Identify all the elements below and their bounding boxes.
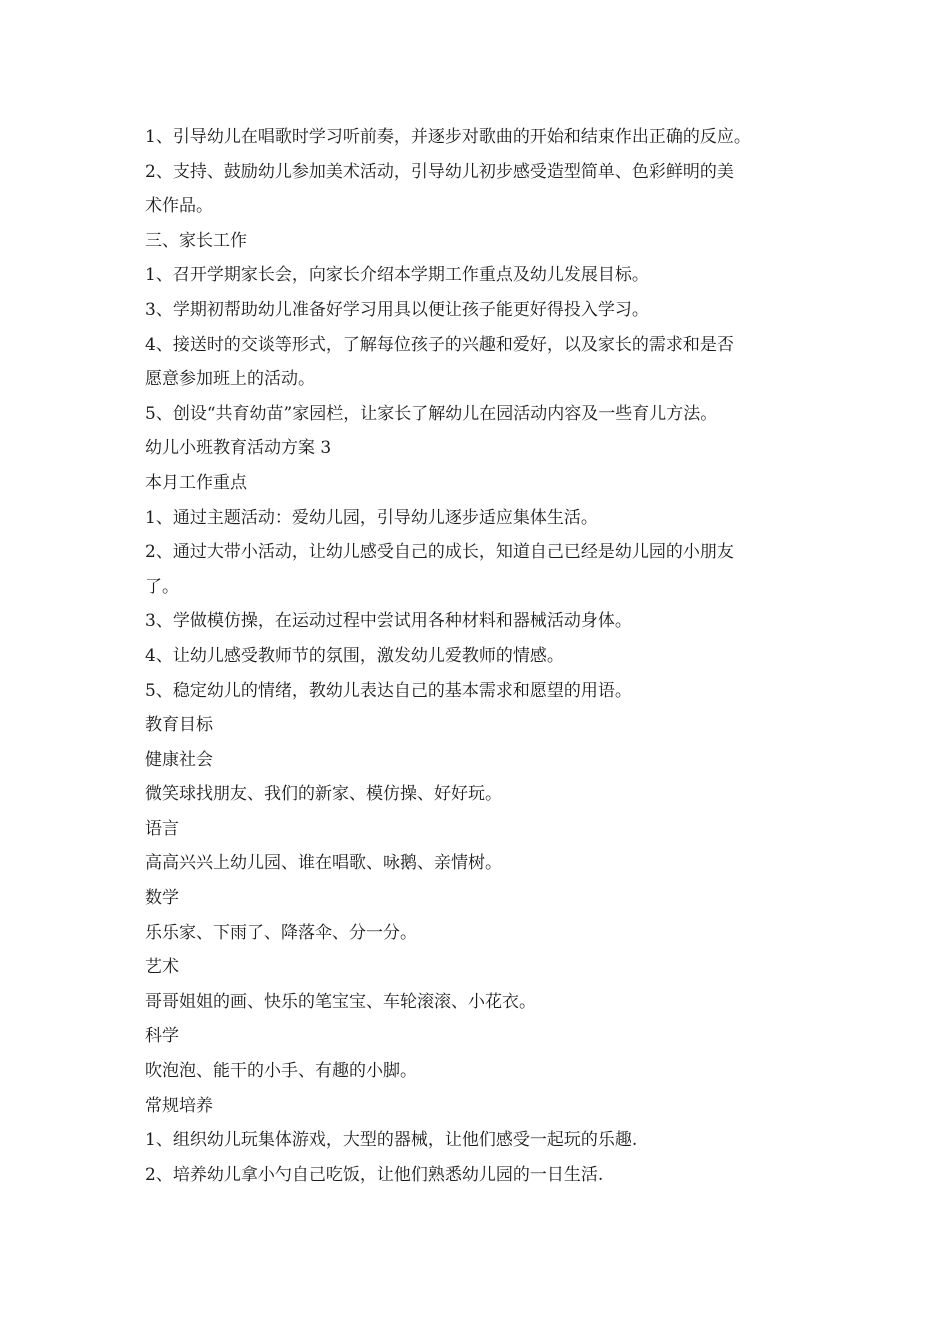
text-line: 5、创设“共育幼苗”家园栏，让家长了解幼儿在园活动内容及一些育儿方法。 <box>145 403 718 424</box>
document-body <box>145 120 815 1192</box>
subject-heading: 艺术 <box>145 957 179 978</box>
text-line: 1、召开学期家长会，向家长介绍本学期工作重点及幼儿发展目标。 <box>145 265 649 286</box>
document-title: 幼儿小班教育活动方案 3 <box>145 438 332 459</box>
text-line: 2、支持、鼓励幼儿参加美术活动，引导幼儿初步感受造型简单、色彩鲜明的美 <box>145 161 734 182</box>
text-line: 1、引导幼儿在唱歌时学习听前奏，并逐步对歌曲的开始和结束作出正确的反应。 <box>145 127 751 147</box>
subject-heading: 语言 <box>145 818 179 839</box>
text-line: 4、接送时的交谈等形式，了解每位孩子的兴趣和爱好，以及家长的需求和是否 <box>145 334 734 355</box>
section-heading: 三、家长工作 <box>145 230 247 251</box>
text-line: 哥哥姐姐的画、快乐的笔宝宝、车轮滚滚、小花衣。 <box>145 991 536 1012</box>
text-line: 微笑球找朋友、我们的新家、模仿操、好好玩。 <box>145 784 502 805</box>
section-heading: 教育目标 <box>145 715 213 736</box>
text-line: 吹泡泡、能干的小手、有趣的小脚。 <box>145 1061 417 1082</box>
text-line: 1、通过主题活动：爱幼儿园，引导幼儿逐步适应集体生活。 <box>145 507 598 528</box>
text-line: 5、稳定幼儿的情绪，教幼儿表达自己的基本需求和愿望的用语。 <box>145 680 632 701</box>
text-line: 3、学做模仿操，在运动过程中尝试用各种材料和器械活动身体。 <box>145 611 632 632</box>
subject-heading: 数学 <box>145 888 179 909</box>
subject-heading: 健康社会 <box>145 749 213 770</box>
text-line: 术作品。 <box>145 196 213 217</box>
text-line: 1、组织幼儿玩集体游戏，大型的器械，让他们感受一起玩的乐趣. <box>145 1130 638 1151</box>
subject-heading: 科学 <box>145 1026 179 1047</box>
text-line: 乐乐家、下雨了、降落伞、分一分。 <box>145 922 417 943</box>
text-line: 愿意参加班上的活动。 <box>145 369 315 390</box>
text-line: 2、通过大带小活动，让幼儿感受自己的成长，知道自己已经是幼儿园的小朋友 <box>145 542 734 563</box>
text-line: 了。 <box>145 576 179 597</box>
text-line: 2、培养幼儿拿小勺自己吃饭，让他们熟悉幼儿园的一日生活. <box>145 1164 604 1185</box>
text-line: 4、让幼儿感受教师节的氛围，激发幼儿爱教师的情感。 <box>145 645 564 666</box>
section-heading: 本月工作重点 <box>145 472 247 493</box>
text-line: 高高兴兴上幼儿园、谁在唱歌、咏鹅、亲情树。 <box>145 853 502 874</box>
section-heading: 常规培养 <box>145 1095 213 1116</box>
text-line: 3、学期初帮助幼儿准备好学习用具以便让孩子能更好得投入学习。 <box>145 299 649 320</box>
